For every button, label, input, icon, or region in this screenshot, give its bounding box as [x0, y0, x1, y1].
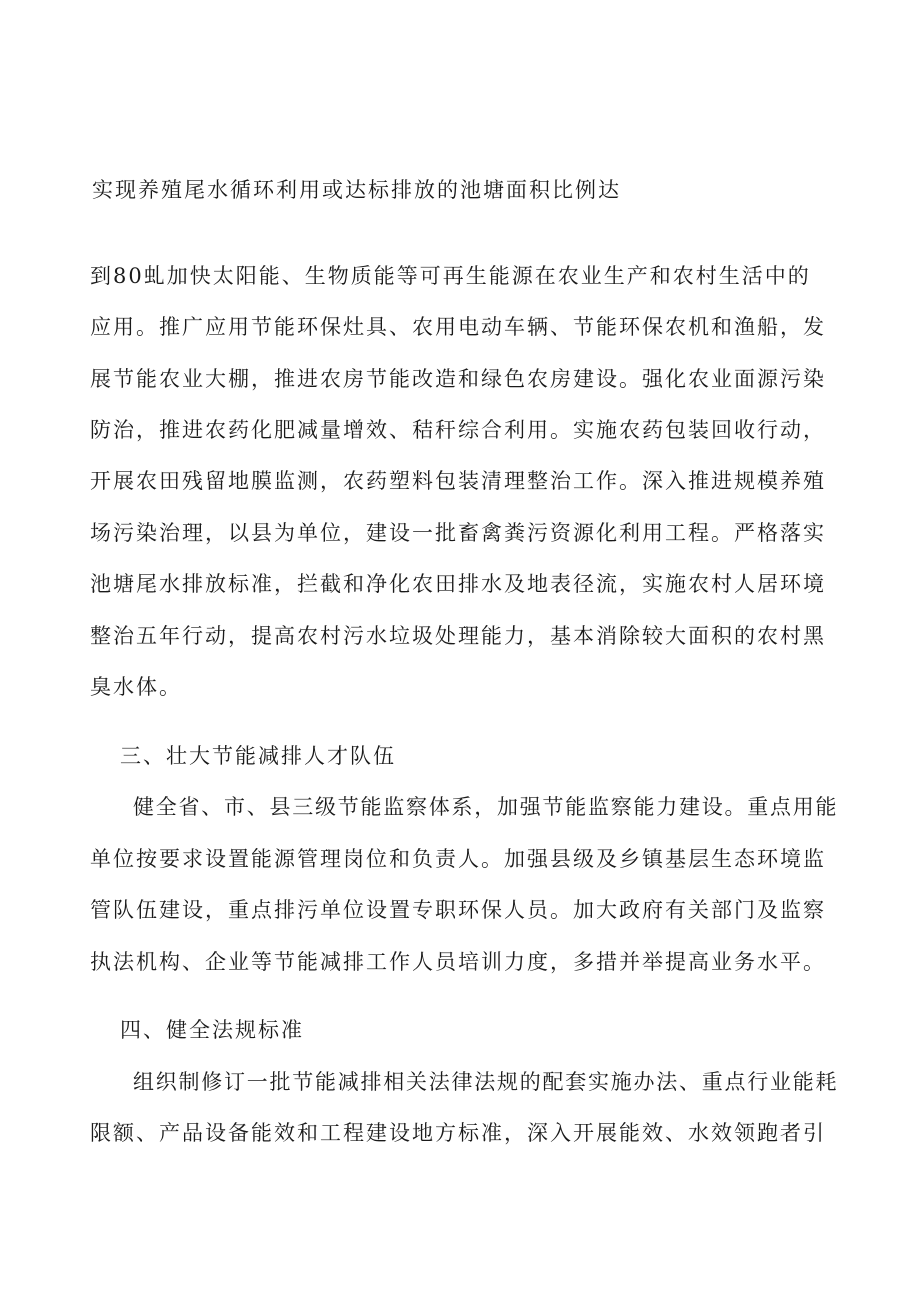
paragraph-line: 臭水体。 — [90, 675, 182, 699]
paragraph-line: 开展农田残留地膜监测，农药塑料包装清理整治工作。深入推进规模养殖 — [90, 469, 826, 493]
section-heading: 四、健全法规标准 — [120, 1018, 304, 1042]
paragraph-line: 执法机构、企业等节能减排工作人员培训力度，多措并举提高业务水平。 — [90, 950, 826, 974]
paragraph-line: 池塘尾水排放标准，拦截和净化农田排水及地表径流，实施农村人居环境 — [90, 572, 826, 596]
paragraph-line: 单位按要求设置能源管理岗位和负责人。加强县级及乡镇基层生态环境监 — [90, 847, 826, 871]
intro-line: 实现养殖尾水循环利用或达标排放的池塘面积比例达 — [92, 178, 621, 202]
paragraph-line: 应用。推广应用节能环保灶具、农用电动车辆、节能环保农机和渔船，发 — [90, 315, 826, 339]
paragraph-line: 场污染治理，以县为单位，建设一批畜禽粪污资源化利用工程。严格落实 — [90, 521, 826, 545]
paragraph-line: 防治，推进农药化肥减量增效、秸秆综合利用。实施农药包装回收行动， — [90, 418, 826, 442]
paragraph-line: 整治五年行动，提高农村污水垃圾处理能力，基本消除较大面积的农村黑 — [90, 624, 826, 648]
paragraph-line: 健全省、市、县三级节能监察体系，加强节能监察能力建设。重点用能 — [133, 795, 839, 819]
paragraph-line: 组织制修订一批节能减排相关法律法规的配套实施办法、重点行业能耗 — [133, 1070, 839, 1094]
paragraph-line: 管队伍建设，重点排污单位设置专职环保人员。加大政府有关部门及监察 — [90, 898, 826, 922]
paragraph-line: 到80虬加快太阳能、生物质能等可再生能源在农业生产和农村生活中的 — [90, 264, 811, 288]
paragraph-line: 限额、产品设备能效和工程建设地方标准，深入开展能效、水效领跑者引 — [90, 1121, 826, 1145]
paragraph-line: 展节能农业大棚，推进农房节能改造和绿色农房建设。强化农业面源污染 — [90, 367, 826, 391]
section-heading: 三、壮大节能减排人才队伍 — [120, 744, 396, 768]
